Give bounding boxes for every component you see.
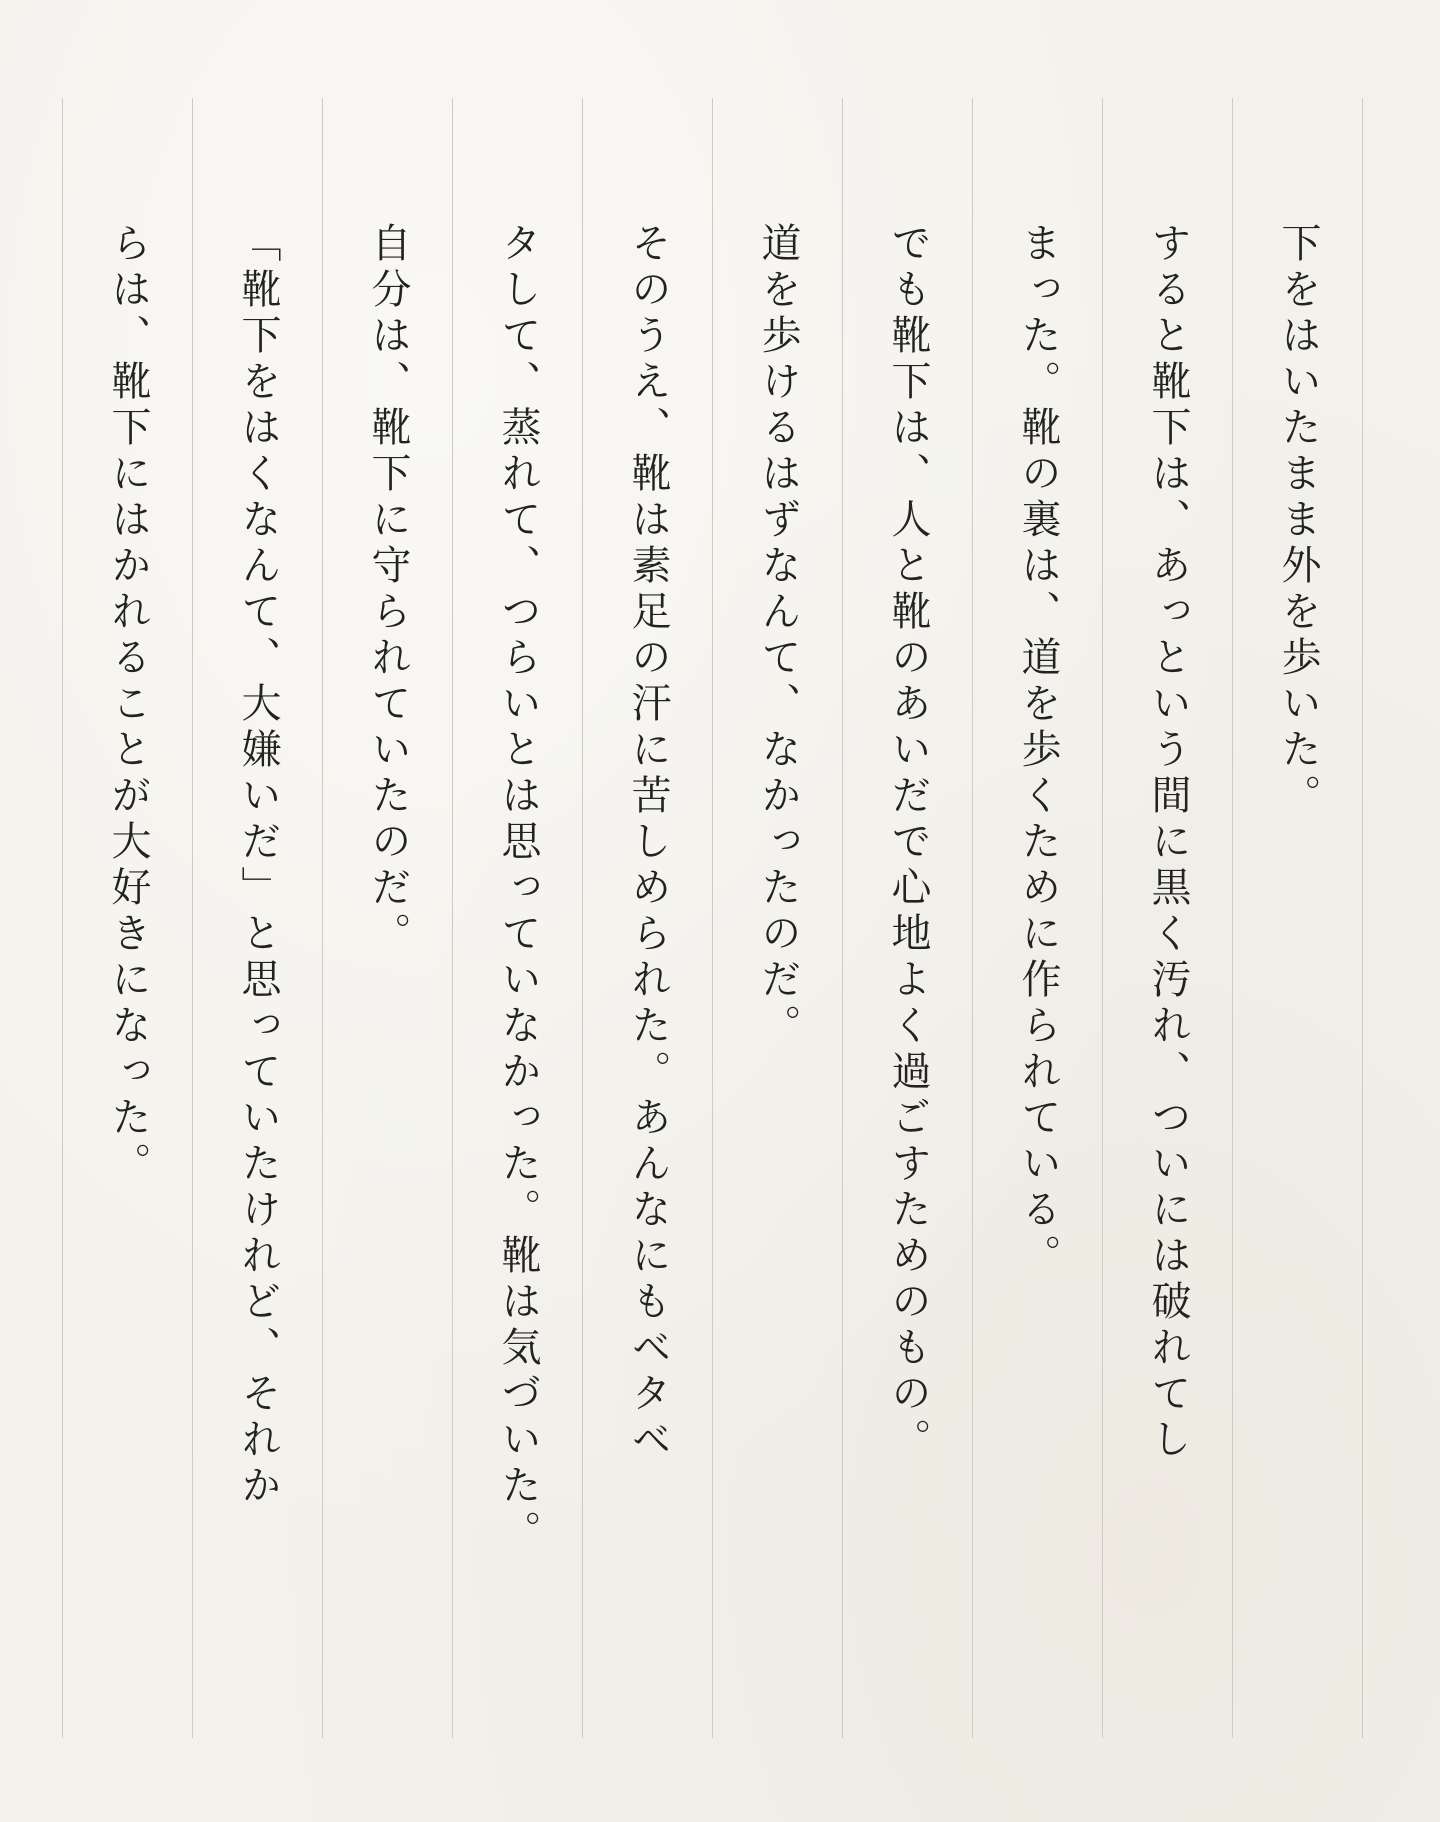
column-rule — [62, 98, 63, 1738]
column-rule — [972, 98, 973, 1738]
text-column-10: らは、靴下にはかれることが大好きになった。 — [105, 222, 151, 1188]
column-rule — [192, 98, 193, 1738]
text-column-3: まった。靴の裏は、道を歩くために作られている。 — [1015, 222, 1061, 1280]
text-column-6: そのうえ、靴は素足の汗に苦しめられた。あんなにもベタベ — [625, 222, 671, 1464]
text-column-2: すると靴下は、あっという間に黒く汚れ、ついには破れてし — [1145, 222, 1191, 1464]
text-column-8: 自分は、靴下に守られていたのだ。 — [365, 222, 411, 958]
column-rule — [452, 98, 453, 1738]
column-rule — [582, 98, 583, 1738]
column-rule — [322, 98, 323, 1738]
column-rule — [1362, 98, 1363, 1738]
text-column-7: タして、蒸れて、つらいとは思っていなかった。靴は気づいた。 — [495, 222, 541, 1556]
column-rule — [1102, 98, 1103, 1738]
column-rule — [1232, 98, 1233, 1738]
column-rule — [842, 98, 843, 1738]
text-column-1: 下をはいたまま外を歩いた。 — [1275, 222, 1321, 820]
column-rule — [712, 98, 713, 1738]
text-column-4: でも靴下は、人と靴のあいだで心地よく過ごすためのもの。 — [885, 222, 931, 1464]
text-column-5: 道を歩けるはずなんて、なかったのだ。 — [755, 222, 801, 1050]
text-column-9: 「靴下をはくなんて、大嫌いだ」と思っていたけれど、それか — [235, 222, 281, 1510]
